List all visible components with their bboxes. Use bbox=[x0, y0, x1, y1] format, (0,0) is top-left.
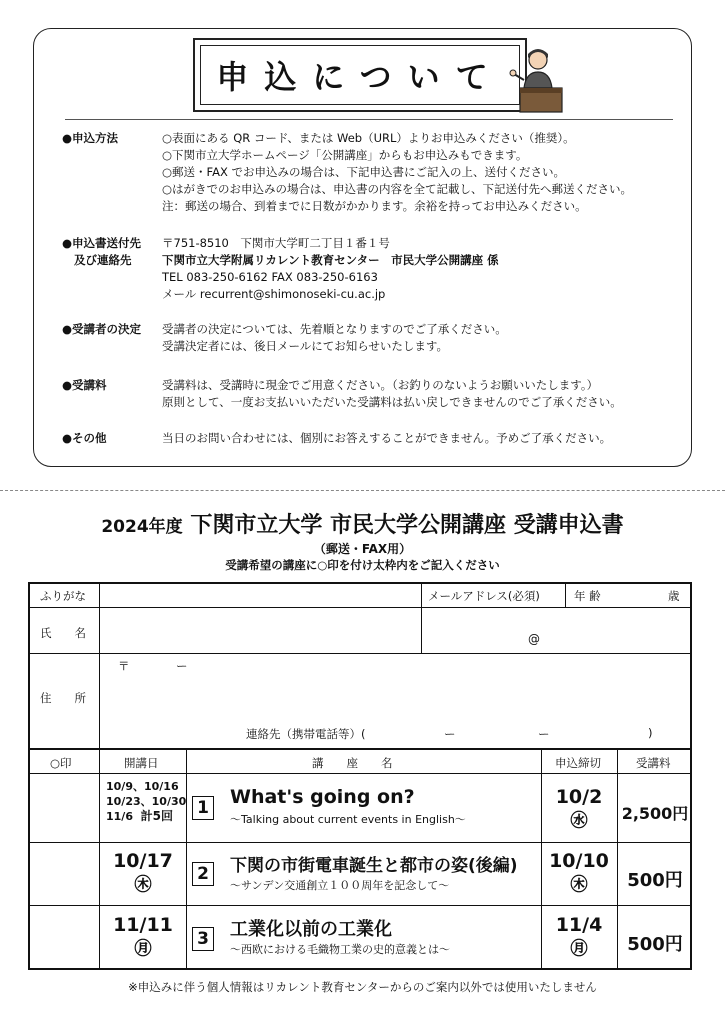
phone-fax: TEL 083-250-6162 FAX 083-250-6163 bbox=[162, 270, 378, 284]
course-2-number: 2 bbox=[192, 862, 214, 886]
course-1-deadline-date: 10/2 bbox=[555, 786, 603, 808]
address-field-label: 住 所 bbox=[40, 691, 86, 705]
col-course: 講 座 名 bbox=[312, 756, 393, 770]
address-label-2: 及び連絡先 bbox=[74, 253, 132, 267]
course-2-mark-cell[interactable] bbox=[30, 844, 98, 904]
col-fee: 受講料 bbox=[636, 756, 671, 770]
course-3-mark-cell[interactable] bbox=[30, 907, 98, 968]
info-title: 申込について bbox=[200, 45, 520, 105]
course-3-title: 工業化以前の工業化 bbox=[230, 919, 392, 940]
address-input[interactable] bbox=[104, 670, 688, 720]
course-2-title: 下関の市街電車誕生と都市の姿(後編) bbox=[230, 856, 518, 876]
col-mark: ○印 bbox=[50, 756, 72, 770]
privacy-note: ※申込みに伴う個人情報はリカレント教育センターからのご案内以外では使用いたしません bbox=[128, 980, 597, 994]
form-title bbox=[0, 508, 725, 539]
course-1-fee: 2,500円 bbox=[621, 804, 689, 823]
course-1-date-line: 10/23、10/30 bbox=[106, 795, 187, 808]
course-2-deadline-date: 10/10 bbox=[549, 850, 609, 872]
course-3-deadline-date: 11/4 bbox=[555, 914, 603, 936]
fee-line: 受講料は、受講時に現金でご用意ください。（お釣りのないようお願いいたします。） bbox=[162, 378, 599, 392]
form-year: 2024年度 bbox=[101, 517, 183, 537]
col-date: 開講日 bbox=[124, 756, 159, 770]
course-1-mark-cell[interactable] bbox=[30, 775, 98, 841]
name-input[interactable] bbox=[104, 612, 416, 650]
course-3-date-value: 11/11 bbox=[113, 914, 173, 936]
course-1-deadline bbox=[543, 785, 615, 833]
form-instruction: 受講希望の講座に○印を付け太枠内をご記入ください bbox=[225, 558, 500, 572]
phone-dash: ー bbox=[538, 727, 550, 741]
other-line: 当日のお問い合わせには、個別にお答えすることができません。予めご了承ください。 bbox=[162, 431, 612, 445]
other-label: ●その他 bbox=[62, 431, 107, 445]
phone-label: 連絡先（携帯電話等）( bbox=[246, 727, 366, 741]
course-3-subtitle: ～西欧における毛織物工業の史的意義とは～ bbox=[230, 943, 450, 956]
method-label: ●申込方法 bbox=[62, 131, 119, 145]
method-line: ○はがきでのお申込みの場合は、申込書の内容を全て記載し、下記送付先へ郵送ください。 bbox=[162, 182, 633, 196]
course-1-title: What's going on? bbox=[230, 786, 415, 808]
course-1-number: 1 bbox=[192, 796, 214, 820]
course-1-date-line: 10/9、10/16 bbox=[106, 780, 179, 793]
fee-label: ●受講料 bbox=[62, 378, 107, 392]
phone-input[interactable] bbox=[372, 724, 642, 744]
course-1-deadline-day: ㊌ bbox=[570, 811, 588, 831]
decision-line: 受講者の決定については、先着順となりますのでご了承ください。 bbox=[162, 322, 507, 336]
course-3-fee: 500円 bbox=[627, 934, 683, 955]
course-2-date-value: 10/17 bbox=[113, 850, 173, 872]
course-3-date bbox=[101, 913, 185, 961]
course-1-subtitle: ～Talking about current events in English～ bbox=[230, 813, 466, 826]
postal-mark: 〒 bbox=[118, 659, 130, 673]
course-1-date-last: 11/6 bbox=[106, 810, 133, 823]
furigana-label: ふりがな bbox=[40, 589, 86, 603]
office-name: 下関市立大学附属リカレント教育センター 市民大学公開講座 係 bbox=[162, 253, 499, 267]
email-address[interactable]: メール recurrent@shimonoseki-cu.ac.jp bbox=[162, 287, 386, 301]
col-deadline: 申込締切 bbox=[555, 756, 601, 770]
course-2-date-day: ㊍ bbox=[134, 875, 152, 895]
form-subtitle: （郵送・FAX用） bbox=[313, 542, 412, 556]
cut-line bbox=[0, 490, 725, 491]
course-3-date-day: ㊊ bbox=[134, 939, 152, 959]
presenter-illustration bbox=[506, 44, 570, 114]
info-title-box bbox=[193, 38, 527, 112]
course-1-dates bbox=[106, 779, 186, 824]
form-title-text: 下関市立大学 市民大学公開講座 受講申込書 bbox=[190, 513, 624, 538]
address-line: 〒751-8510 下関市大学町二丁目１番１号 bbox=[162, 236, 390, 250]
course-2-date bbox=[101, 849, 185, 897]
name-label: 氏 名 bbox=[40, 626, 86, 640]
decision-line: 受講決定者には、後日メールにてお知らせいたします。 bbox=[162, 339, 449, 353]
course-2-deadline bbox=[543, 849, 615, 897]
email-input[interactable] bbox=[426, 612, 688, 650]
title-divider bbox=[65, 119, 673, 120]
course-2-fee: 500円 bbox=[627, 870, 683, 891]
address-label: ●申込書送付先 bbox=[62, 236, 142, 250]
furigana-input[interactable] bbox=[104, 588, 416, 604]
course-3-deadline bbox=[543, 913, 615, 961]
course-3-number: 3 bbox=[192, 927, 214, 951]
age-input[interactable] bbox=[596, 588, 662, 604]
method-line: 注：郵送の場合、到着までに日数がかかります。余裕を持ってお申込みください。 bbox=[162, 199, 587, 213]
age-unit: 歳 bbox=[668, 589, 680, 603]
phone-dash: ー bbox=[444, 727, 456, 741]
course-1-sessions: 計5回 bbox=[140, 809, 174, 823]
course-2-deadline-day: ㊍ bbox=[570, 875, 588, 895]
method-line: ○表面にある QR コード、または Web（URL）よりお申込みください（推奨）。 bbox=[162, 131, 575, 145]
course-3-deadline-day: ㊊ bbox=[570, 939, 588, 959]
fee-line: 原則として、一度お支払いいただいた受講料は払い戻しできませんのでご了承ください。 bbox=[162, 395, 622, 409]
course-2-subtitle: ～サンデン交通創立１００周年を記念して～ bbox=[230, 879, 450, 892]
email-label: メールアドレス(必須) bbox=[428, 589, 540, 603]
method-line: ○下関市立大学ホームページ「公開講座」からもお申込みもできます。 bbox=[162, 148, 528, 162]
phone-close: ) bbox=[648, 726, 653, 740]
decision-label: ●受講者の決定 bbox=[62, 322, 142, 336]
at-sign: @ bbox=[528, 632, 540, 646]
postal-dash: ー bbox=[176, 659, 188, 673]
age-label: 年 齢 bbox=[574, 589, 601, 603]
method-line: ○郵送・FAX でお申込みの場合は、下記申込書にご記入の上、送付ください。 bbox=[162, 165, 565, 179]
